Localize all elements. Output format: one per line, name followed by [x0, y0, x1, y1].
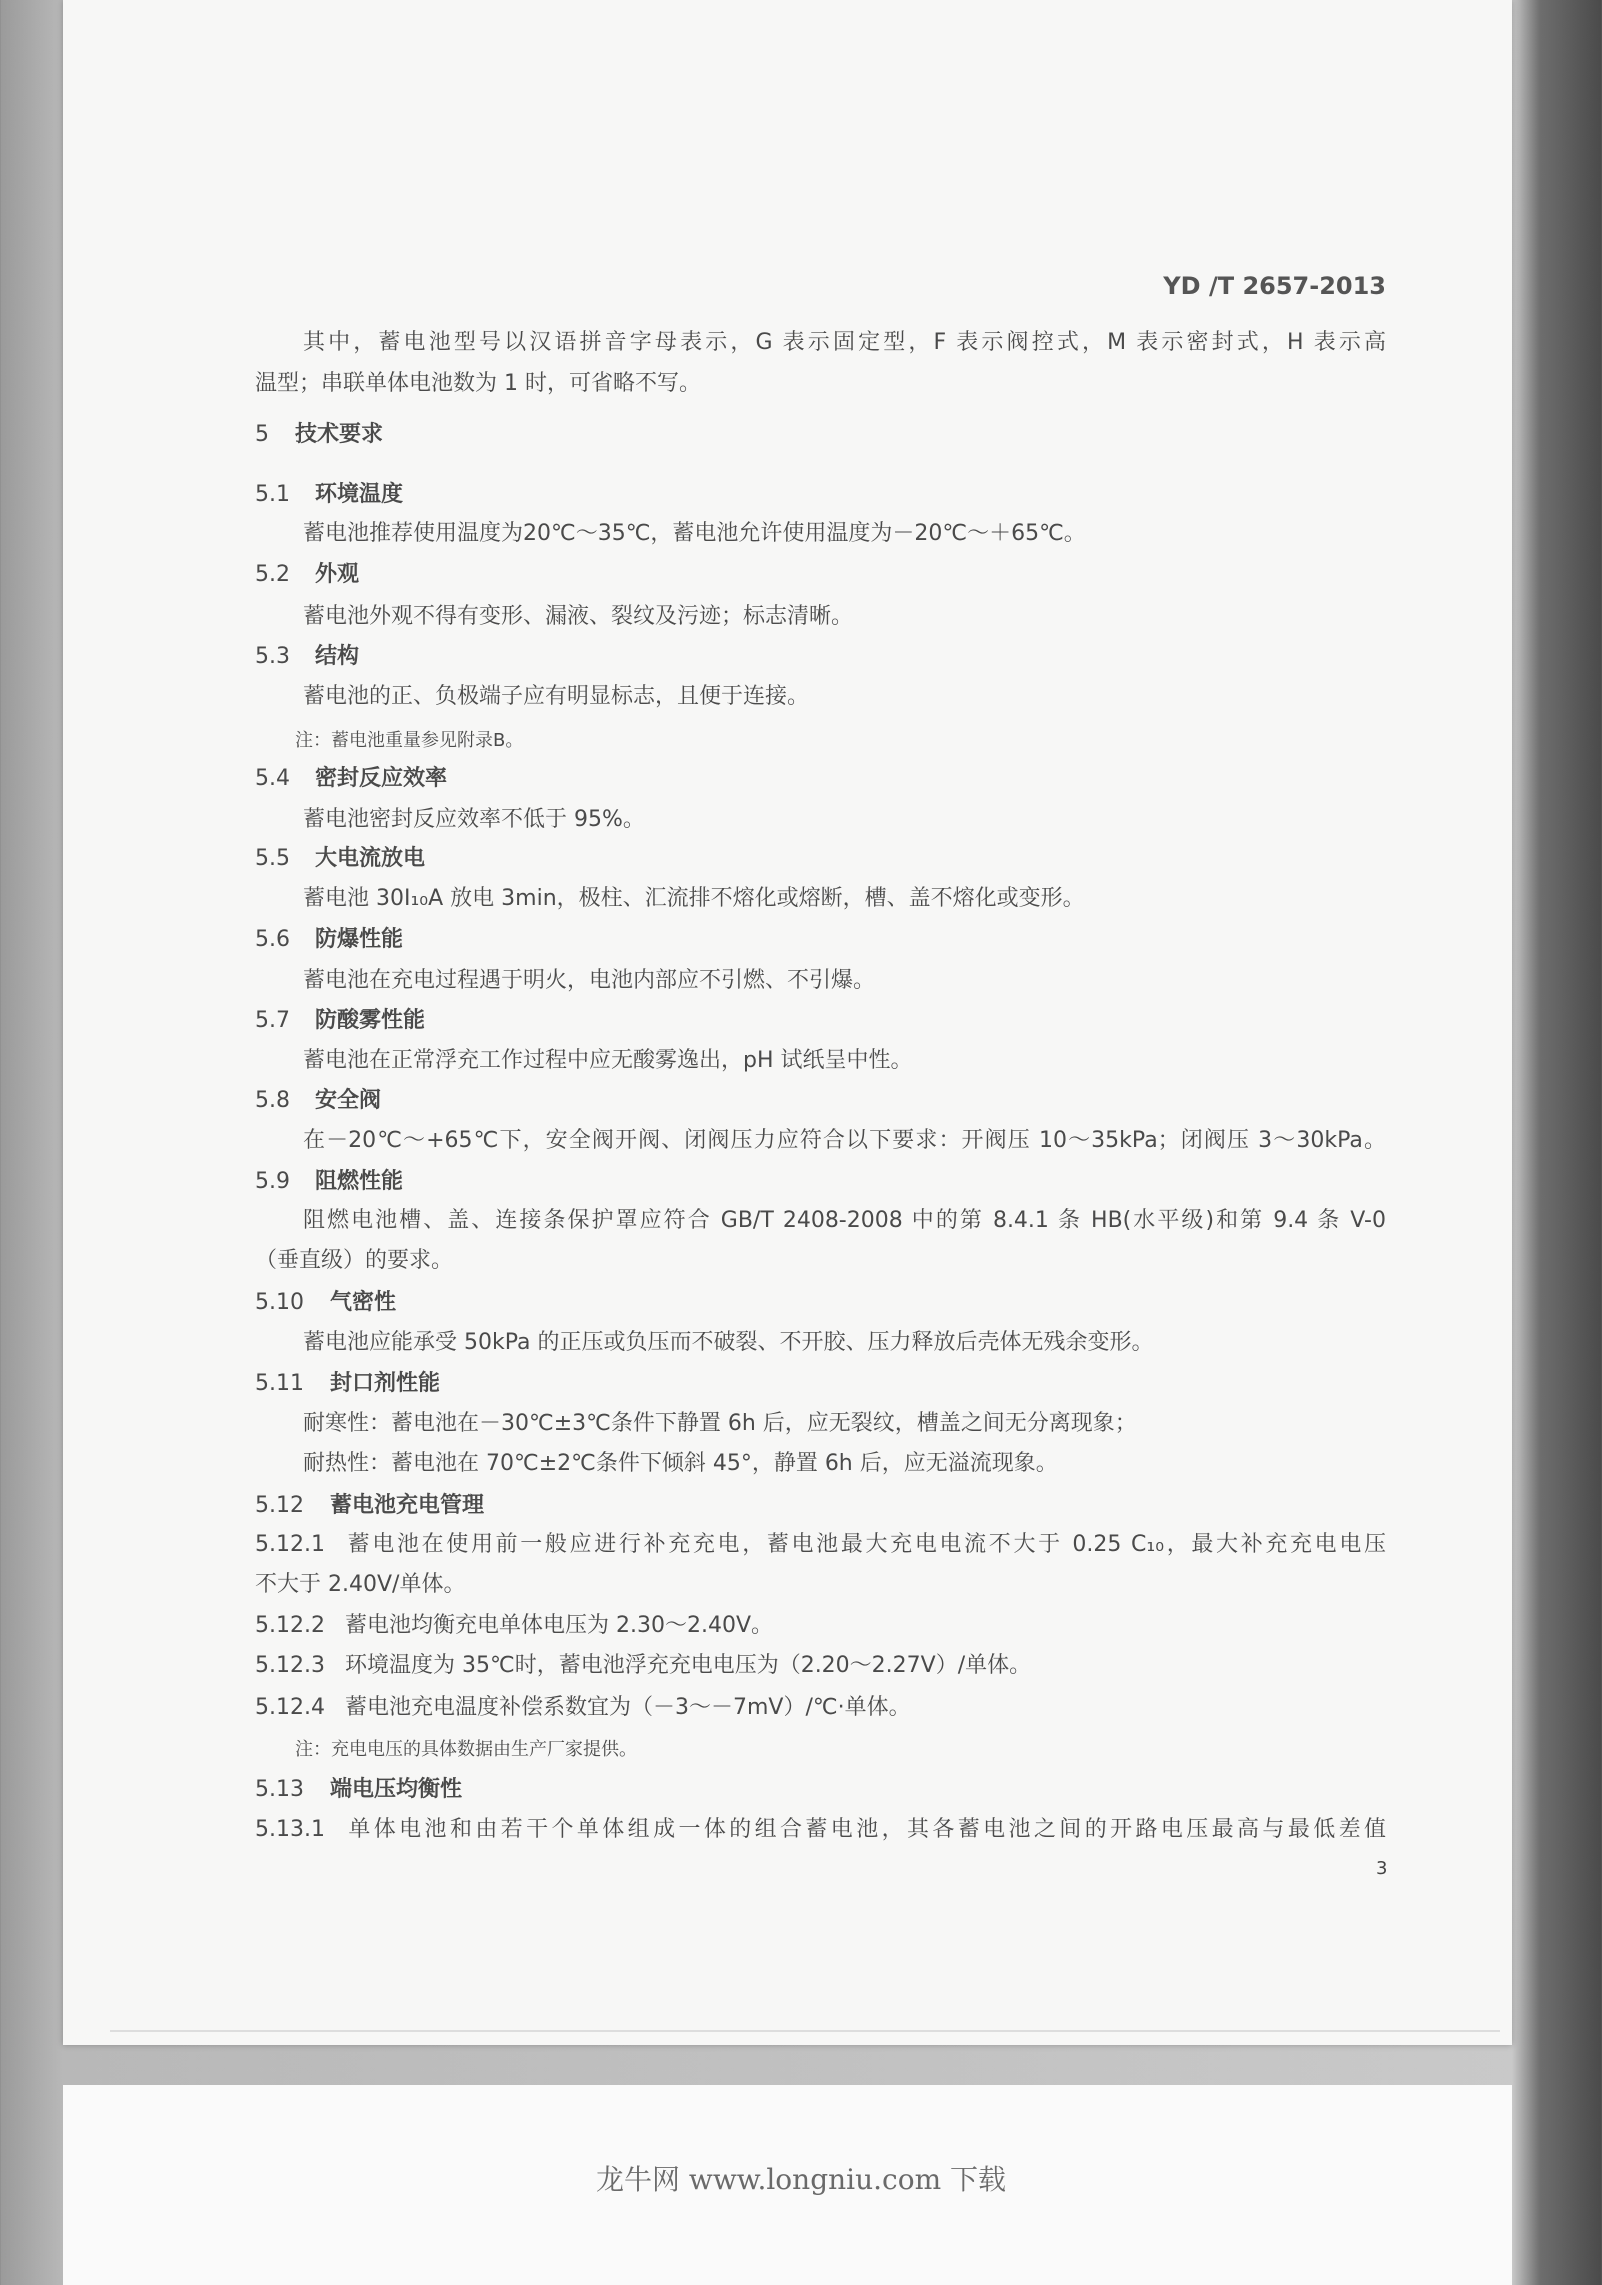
section-5-12-1: 5.12.1 蓄电池在使用前一般应进行补充充电，蓄电池最大充电电流不大于 0.25 C₁₀，最大补充充电电压	[255, 1532, 1386, 1557]
section-5-2-heading: 5.2 外观	[255, 562, 360, 587]
section-5-13-heading: 5.13 端电压均衡性	[255, 1777, 463, 1802]
section-5-7-text: 蓄电池在正常浮充工作过程中应无酸雾逸出，pH 试纸呈中性。	[303, 1048, 913, 1073]
section-5-6-heading: 5.6 防爆性能	[255, 927, 404, 952]
section-5-8-text: 在－20℃～+65℃下，安全阀开阀、闭阀压力应符合以下要求：开阀压 10～35kPa；闭阀压 3～30kPa。	[303, 1128, 1386, 1153]
section-5-12-3: 5.12.3 环境温度为 35℃时，蓄电池浮充充电电压为（2.20～2.27V）/单体。	[255, 1653, 1032, 1678]
page-bottom-rule	[110, 2030, 1500, 2032]
section-5-10-text: 蓄电池应能承受 50kPa 的正压或负压而不破裂、不开胶、压力释放后壳体无残余变形。	[303, 1330, 1154, 1355]
section-5-6-text: 蓄电池在充电过程遇于明火，电池内部应不引燃、不引爆。	[303, 968, 876, 993]
section-5-12-1-cont: 不大于 2.40V/单体。	[255, 1572, 466, 1597]
page-number: 3	[1376, 1858, 1388, 1879]
section-5-9-heading: 5.9 阻燃性能	[255, 1169, 404, 1194]
section-5-11-text-1: 耐寒性：蓄电池在－30℃±3℃条件下静置 6h 后，应无裂纹，槽盖之间无分离现象；	[303, 1411, 1137, 1436]
section-5-12-4: 5.12.4 蓄电池充电温度补偿系数宜为（－3～－7mV）/℃·单体。	[255, 1695, 911, 1720]
section-5-9-text-2: （垂直级）的要求。	[255, 1248, 454, 1273]
intro-line-1: 其中，蓄电池型号以汉语拼音字母表示，G 表示固定型，F 表示阀控式，M 表示密封式，H 表示高	[303, 330, 1386, 355]
section-5-11-text-2: 耐热性：蓄电池在 70℃±2℃条件下倾斜 45°，静置 6h 后，应无溢流现象。	[303, 1451, 1058, 1476]
section-5-4-heading: 5.4 密封反应效率	[255, 766, 448, 791]
section-5-4-text: 蓄电池密封反应效率不低于 95%。	[303, 807, 645, 832]
section-5-7-heading: 5.7 防酸雾性能	[255, 1008, 426, 1033]
watermark-text: 龙牛网 www.longniu.com 下载	[595, 2163, 1007, 2196]
standard-code-header: YD /T 2657-2013	[1163, 272, 1386, 300]
section-5-5-text: 蓄电池 30I₁₀A 放电 3min，极柱、汇流排不熔化或熔断，槽、盖不熔化或变形。	[303, 886, 1085, 911]
section-5-1-heading: 5.1 环境温度	[255, 482, 404, 507]
intro-line-2: 温型；串联单体电池数为 1 时，可省略不写。	[255, 371, 701, 396]
section-5-12-heading: 5.12 蓄电池充电管理	[255, 1493, 485, 1518]
section-5-10-heading: 5.10 气密性	[255, 1290, 397, 1315]
section-5-12-2: 5.12.2 蓄电池均衡充电单体电压为 2.30～2.40V。	[255, 1613, 774, 1638]
section-5-12-note: 注：充电电压的具体数据由生产厂家提供。	[295, 1739, 637, 1760]
section-5-8-heading: 5.8 安全阀	[255, 1088, 382, 1113]
section-5-11-heading: 5.11 封口剂性能	[255, 1371, 441, 1396]
section-5-3-note: 注：蓄电池重量参见附录B。	[295, 730, 524, 751]
section-5-13-1: 5.13.1 单体电池和由若干个单体组成一体的组合蓄电池，其各蓄电池之间的开路电压最高与最低差值	[255, 1817, 1386, 1842]
section-5-1-text: 蓄电池推荐使用温度为20℃～35℃，蓄电池允许使用温度为－20℃～＋65℃。	[303, 521, 1086, 546]
section-5-3-text: 蓄电池的正、负极端子应有明显标志，且便于连接。	[303, 684, 810, 709]
section-5-5-heading: 5.5 大电流放电	[255, 846, 426, 871]
section-5-heading: 5 技术要求	[255, 422, 384, 447]
section-5-3-heading: 5.3 结构	[255, 644, 360, 669]
section-5-2-text: 蓄电池外观不得有变形、漏液、裂纹及污迹；标志清晰。	[303, 604, 854, 629]
section-5-9-text-1: 阻燃电池槽、盖、连接条保护罩应符合 GB/T 2408-2008 中的第 8.4.1 条 HB(水平级)和第 9.4 条 V-0	[303, 1208, 1386, 1233]
